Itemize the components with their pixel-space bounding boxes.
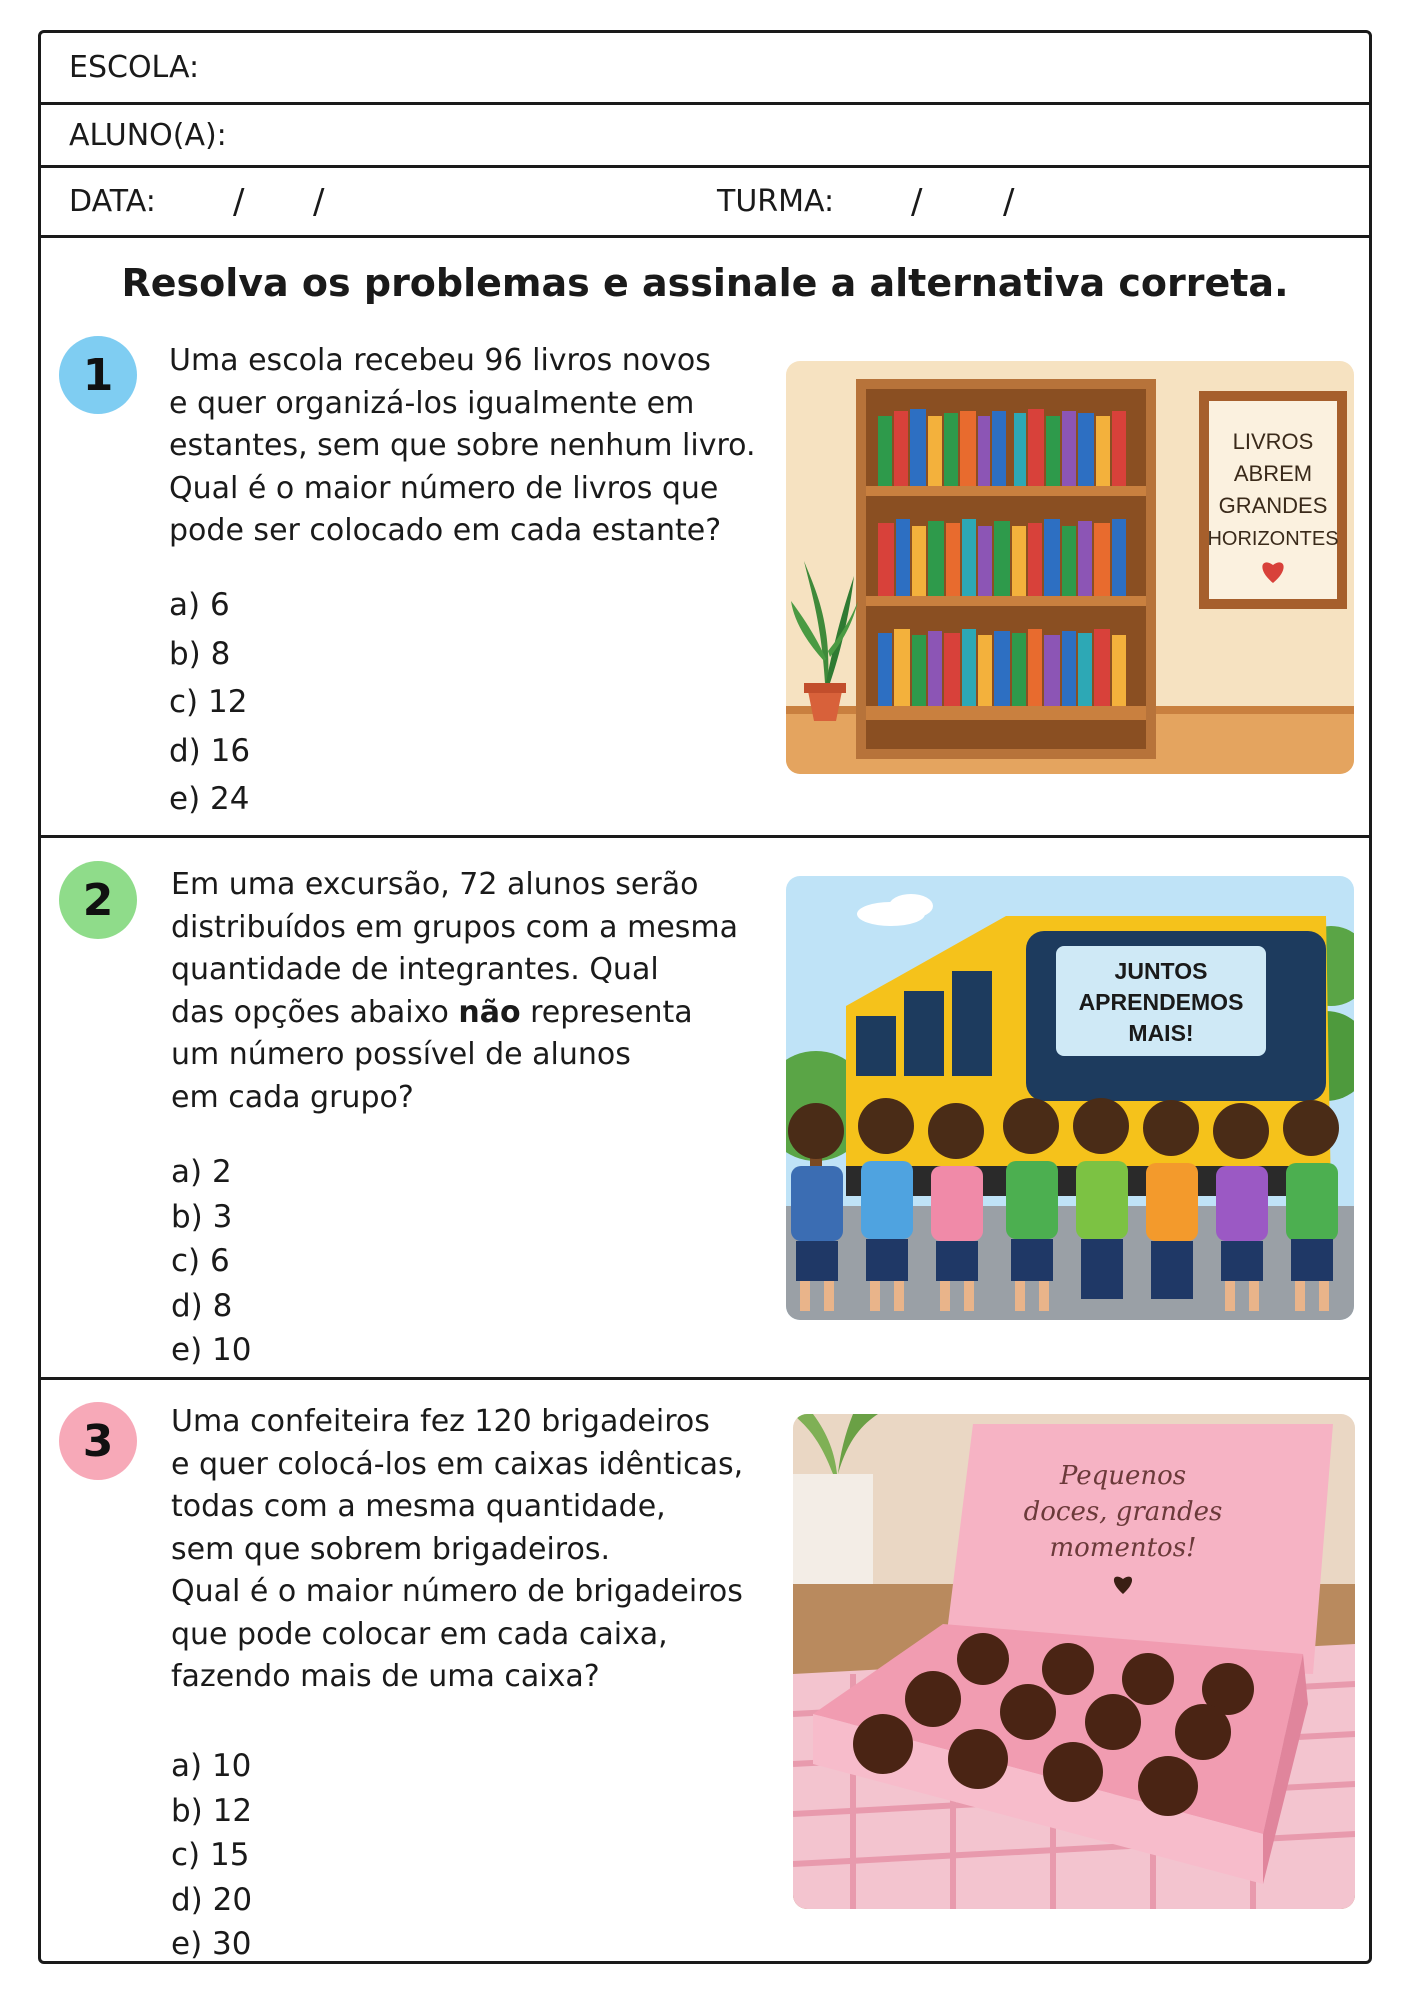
question-1-options xyxy=(169,581,250,824)
answer-option[interactable]: c) 12 xyxy=(169,684,248,720)
student-row xyxy=(41,105,1369,168)
answer-option[interactable]: a) 2 xyxy=(171,1154,232,1190)
question-1-text: Uma escola recebeu 96 livros novos e quer organizá-los igualmente em estantes, sem que sobre nenhum livro. Qual é o maior número de livros que pode ser colocado em cada estante? xyxy=(169,343,756,548)
bookshelf-illustration xyxy=(786,361,1354,774)
lid-text-line: Pequenos xyxy=(1059,1461,1187,1491)
sign-text-line: HORIZONTES xyxy=(1207,528,1339,550)
bus-sign-line: JUNTOS xyxy=(1114,958,1208,984)
question-number-badge: 1 xyxy=(59,336,137,414)
date-slash-1: / xyxy=(233,181,245,222)
date-class-row xyxy=(41,168,1369,238)
lid-text-line: doces, grandes xyxy=(1023,1497,1223,1527)
question-3-text: Uma confeiteira fez 120 brigadeiros e quer colocá-los em caixas idênticas, todas com a mesma quantidade, sem que sobrem brigadeiros. Qual é o maior número de brigadeiros que pode colocar em cada caixa, fazendo mais de uma caixa? xyxy=(171,1404,744,1694)
worksheet xyxy=(38,30,1372,1964)
answer-option[interactable]: b) 8 xyxy=(169,635,231,672)
sign-text-line: GRANDES xyxy=(1218,493,1328,518)
answer-option[interactable]: d) 20 xyxy=(171,1881,253,1918)
answer-option[interactable]: c) 6 xyxy=(171,1243,230,1279)
bus-sign-line: MAIS! xyxy=(1128,1020,1194,1046)
answer-option[interactable]: e) 24 xyxy=(169,781,250,817)
instructions-title: Resolva os problemas e assinale a alternativa correta. xyxy=(121,261,1289,305)
answer-option[interactable]: d) 8 xyxy=(171,1287,233,1324)
bus-sign-line: APRENDEMOS xyxy=(1078,989,1244,1015)
answer-option[interactable]: b) 3 xyxy=(171,1198,233,1235)
answer-option[interactable]: b) 12 xyxy=(171,1792,253,1829)
question-number-badge: 2 xyxy=(59,861,137,939)
date-label: DATA: xyxy=(69,184,156,219)
answer-option[interactable]: e) 30 xyxy=(171,1926,252,1962)
lid-text-line: momentos! xyxy=(1049,1533,1197,1563)
question-number-badge: 3 xyxy=(59,1402,137,1480)
school-label: ESCOLA: xyxy=(69,50,200,85)
brigadeiro-box-illustration xyxy=(793,1414,1355,1909)
question-2-options xyxy=(171,1150,251,1373)
school-row xyxy=(41,33,1369,105)
answer-option[interactable]: a) 6 xyxy=(169,587,230,623)
question-2-text: Em uma excursão, 72 alunos serão distribuídos em grupos com a mesma quantidade de integrantes. Qual das opções abaixo não representa um número possível de alunos em cada grupo? xyxy=(171,867,739,1115)
sign-text-line: ABREM xyxy=(1233,461,1313,486)
answer-option[interactable]: d) 16 xyxy=(169,732,251,769)
sign-text-line: LIVROS xyxy=(1232,429,1314,454)
answer-option[interactable]: c) 15 xyxy=(171,1837,250,1873)
question-divider xyxy=(41,1377,1369,1380)
class-slash-1: / xyxy=(911,181,923,222)
class-label: TURMA: xyxy=(717,184,835,219)
answer-option[interactable]: e) 10 xyxy=(171,1332,252,1368)
school-bus-illustration xyxy=(786,876,1354,1320)
question-3-options xyxy=(171,1744,252,1967)
date-slash-2: / xyxy=(313,181,325,222)
student-label: ALUNO(A): xyxy=(69,117,227,153)
class-slash-2: / xyxy=(1003,181,1015,222)
answer-option[interactable]: a) 10 xyxy=(171,1748,252,1784)
question-divider xyxy=(41,835,1369,838)
